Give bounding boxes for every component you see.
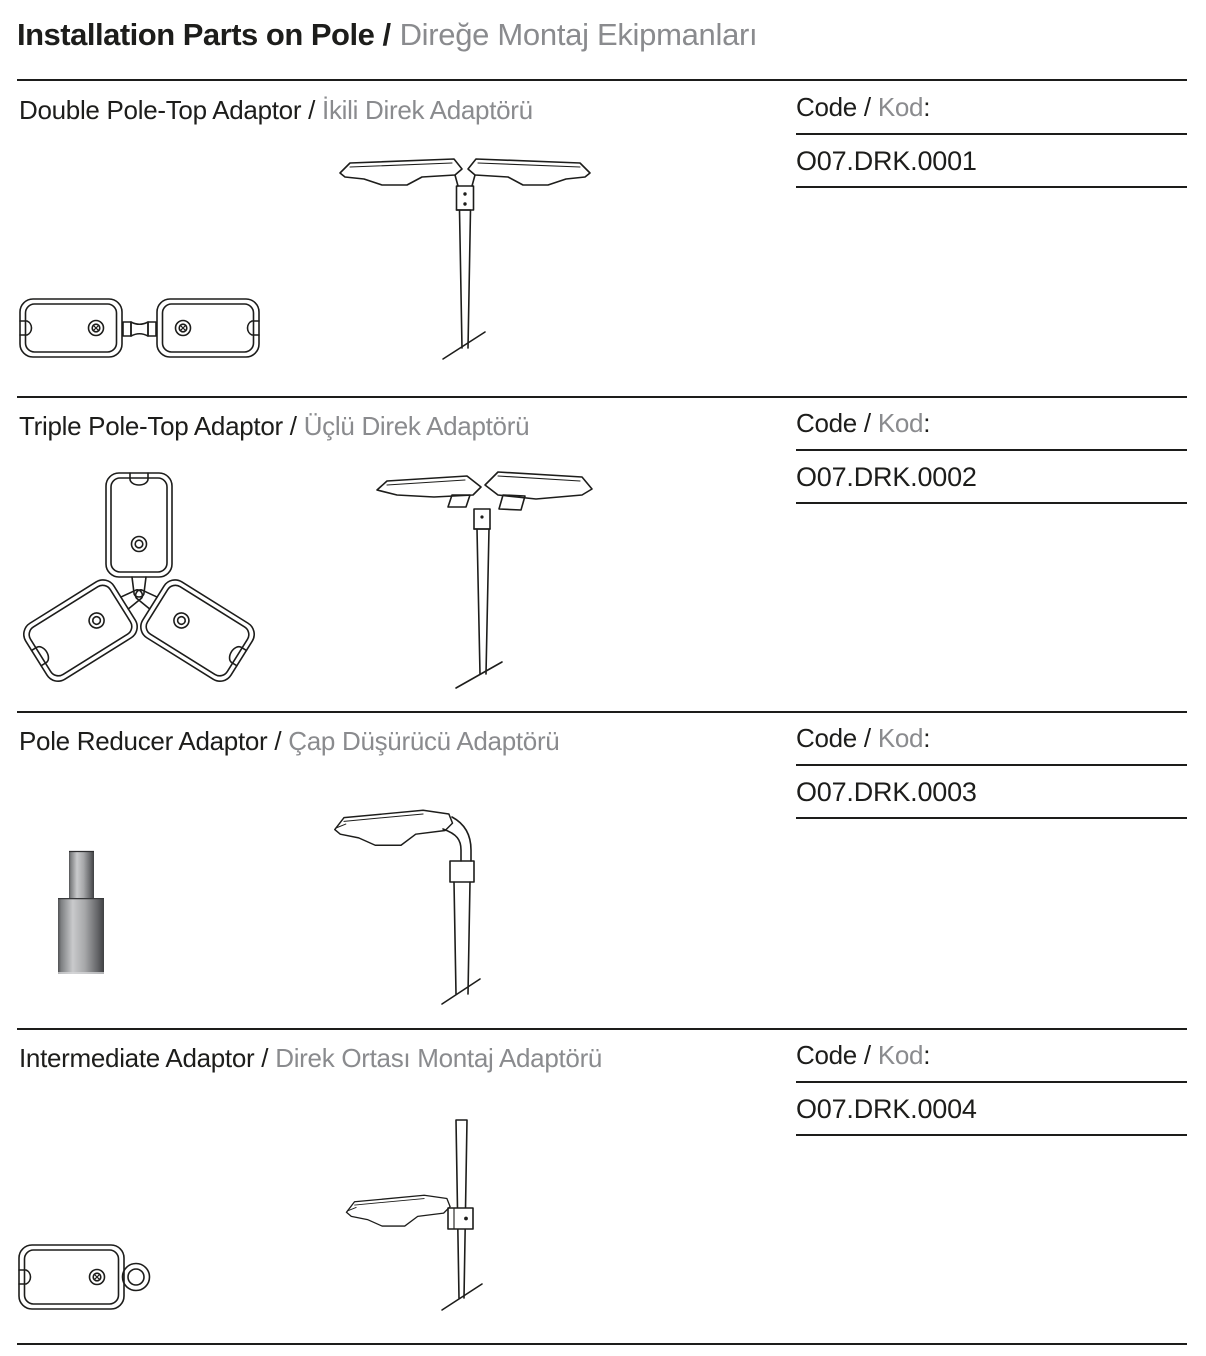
- pole: [454, 882, 470, 994]
- code-label-en: Code /: [796, 1040, 871, 1070]
- reducer-bottom-cylinder: [58, 898, 104, 974]
- section-title-tr: Direk Ortası Montaj Adaptörü: [275, 1043, 603, 1073]
- code-block: [796, 1040, 1187, 1136]
- luminaire-head-left: [377, 476, 481, 507]
- code-label: [796, 723, 1187, 766]
- code-value: O07.DRK.0004: [796, 1083, 1187, 1136]
- mounting-arm: [443, 817, 471, 861]
- code-label-en: Code /: [796, 91, 871, 122]
- luminaire-head: [346, 1195, 450, 1226]
- section-title: [19, 1042, 602, 1074]
- code-label-en: Code /: [796, 408, 871, 438]
- section-intermediate-adaptor: [17, 1030, 1187, 1345]
- section-triple-pole-top-adaptor: [17, 398, 1187, 713]
- page-title-tr: Direğe Montaj Ekipmanları: [399, 17, 758, 52]
- clamp-ring: [123, 1264, 150, 1291]
- section-title-en: Pole Reducer Adaptor /: [19, 726, 282, 756]
- reducer-collar: [450, 861, 474, 882]
- adaptor-plate-with-clamp-ring: [17, 1242, 157, 1314]
- code-block: [796, 408, 1187, 504]
- code-label-colon: :: [923, 1040, 931, 1070]
- luminaire-wing-left: [340, 159, 462, 185]
- pole-with-two-luminaires: [335, 156, 595, 368]
- intermediate-plate-drawing: [17, 1242, 157, 1314]
- luminaire-wing-right: [468, 159, 590, 185]
- adaptor-plate-right: [157, 299, 259, 357]
- code-label-tr: Kod: [877, 723, 924, 753]
- pole-with-single-luminaire: [330, 782, 530, 1014]
- intermediate-pole-drawing: [330, 1118, 530, 1320]
- code-value: O07.DRK.0003: [796, 766, 1187, 819]
- section-title-tr: Çap Düşürücü Adaptörü: [288, 726, 560, 756]
- reducer-cylinder-drawing: [56, 850, 106, 976]
- double-adaptor-plates-top-view: [17, 292, 262, 364]
- section-title-en: Intermediate Adaptor /: [19, 1043, 269, 1073]
- mid-pole-mounted-luminaire: [330, 1118, 530, 1320]
- triple-pole-drawing: [370, 462, 600, 707]
- page-title-en: Installation Parts on Pole /: [17, 17, 391, 52]
- ground-line: [456, 662, 502, 688]
- code-label-colon: :: [923, 723, 931, 753]
- ground-line: [442, 1284, 482, 1310]
- section-title: [19, 725, 559, 757]
- adaptor-plate-lower-right: [119, 564, 259, 686]
- pole: [474, 529, 490, 674]
- adaptor-plate: [19, 1245, 124, 1309]
- ground-line: [442, 979, 480, 1004]
- code-label-colon: :: [923, 408, 931, 438]
- code-label-tr: Kod: [877, 91, 924, 122]
- stepped-reducer-cylinder: [56, 850, 106, 976]
- code-label-tr: Kod: [877, 408, 924, 438]
- double-adaptor-plates-drawing: [17, 292, 262, 364]
- section-title: [19, 410, 529, 442]
- double-pole-drawing: [335, 156, 595, 368]
- code-label-tr: Kod: [877, 1040, 924, 1070]
- section-title: [19, 94, 533, 126]
- code-label: [796, 92, 1187, 135]
- pole-top-bracket: [474, 509, 490, 529]
- triple-adaptor-plates-top-view: [17, 460, 262, 695]
- adaptor-plate-lower-left: [19, 564, 159, 686]
- code-label: [796, 1040, 1187, 1083]
- section-title-en: Triple Pole-Top Adaptor /: [19, 411, 297, 441]
- section-title-tr: İkili Direk Adaptörü: [322, 94, 533, 125]
- luminaire-head-right: [485, 472, 592, 510]
- luminaire-head: [335, 810, 453, 845]
- pole-clamp-bracket: [448, 1208, 473, 1229]
- pole-top-bracket: [455, 175, 475, 210]
- pole: [457, 210, 471, 348]
- page-title: [17, 0, 1187, 53]
- code-label-en: Code /: [796, 723, 871, 753]
- page-header: [17, 0, 1187, 81]
- triple-adaptor-plates-drawing: [17, 460, 262, 695]
- adaptor-plate-top: [106, 473, 172, 597]
- ground-line: [443, 332, 485, 359]
- section-title-tr: Üçlü Direk Adaptörü: [303, 411, 530, 441]
- code-label: [796, 408, 1187, 451]
- section-double-pole-top-adaptor: [17, 82, 1187, 399]
- code-value: O07.DRK.0001: [796, 135, 1187, 188]
- plate-connector: [123, 322, 156, 336]
- pole-with-three-luminaires: [370, 462, 600, 707]
- section-pole-reducer-adaptor: [17, 713, 1187, 1030]
- adaptor-plate-left: [20, 299, 122, 357]
- code-block: [796, 92, 1187, 188]
- code-label-colon: :: [923, 91, 931, 122]
- reducer-pole-drawing: [330, 782, 530, 1014]
- code-block: [796, 723, 1187, 819]
- reducer-top-cylinder: [69, 851, 94, 898]
- section-title-en: Double Pole-Top Adaptor /: [19, 94, 316, 125]
- code-value: O07.DRK.0002: [796, 451, 1187, 504]
